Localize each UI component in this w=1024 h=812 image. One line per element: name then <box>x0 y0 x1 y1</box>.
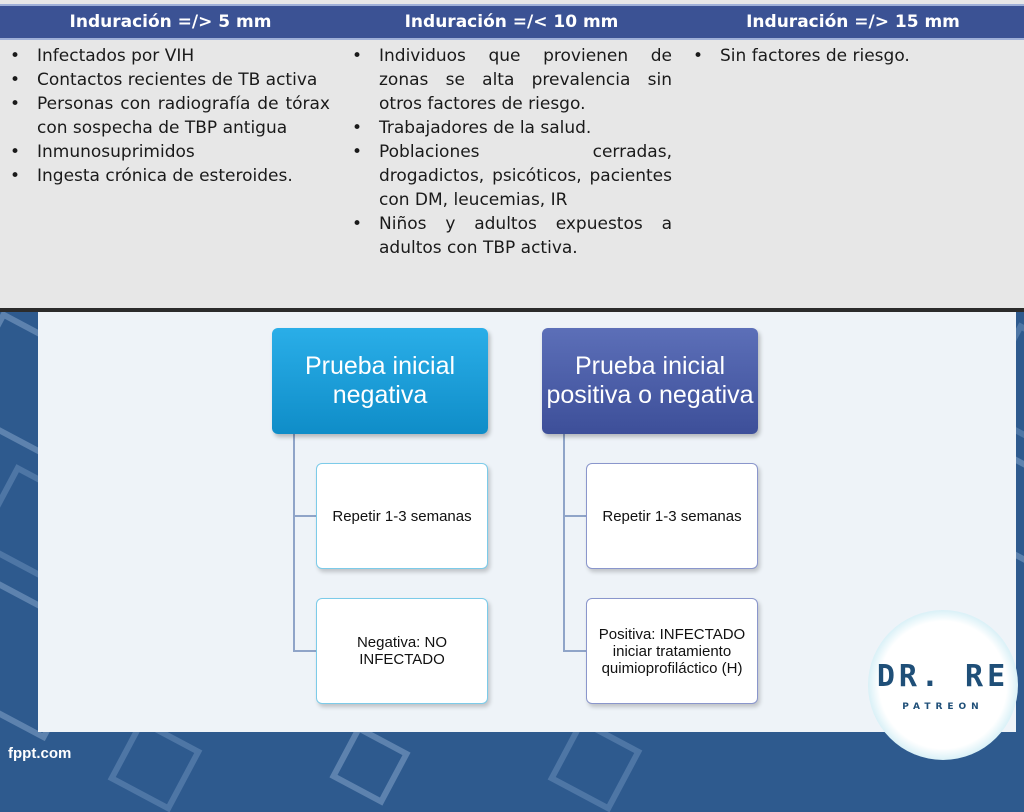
flow-head-positive-or-negative: Prueba inicial positiva o negativa <box>542 328 758 434</box>
list-item: • Sin factores de riesgo. <box>687 44 1013 68</box>
induration-table <box>0 0 1024 312</box>
logo-main-text: DR. RE <box>876 658 1010 694</box>
column-10mm <box>346 44 672 260</box>
connector-line <box>563 434 565 651</box>
list-item: • Poblaciones cerradas, drogadictos, psicóticos, pacientes con DM, leucemias, IR <box>346 140 672 212</box>
connector-line <box>293 434 295 651</box>
list-item: • Contactos recientes de TB activa <box>4 68 330 92</box>
list-item: • Individuos que provienen de zonas se alta prevalencia sin otros factores de riesgo. <box>346 44 672 116</box>
flow-right-infected: Positiva: INFECTADO iniciar tratamiento quimioprofiláctico (H) <box>586 598 758 704</box>
flow-head-negative: Prueba inicial negativa <box>272 328 488 434</box>
footer-brand: fppt.com <box>8 745 72 762</box>
list-item: • Inmunosuprimidos <box>4 140 330 164</box>
flow-right-repeat: Repetir 1-3 semanas <box>586 463 758 569</box>
logo-sub-text: PATREON <box>902 701 984 712</box>
list-item: • Ingesta crónica de esteroides. <box>4 164 330 188</box>
column-5mm <box>4 44 330 188</box>
header-15mm: Induración =/> 15 mm <box>746 12 960 32</box>
flow-left-repeat: Repetir 1-3 semanas <box>316 463 488 569</box>
connector-line <box>293 650 316 652</box>
list-item: • Personas con radiografía de tórax con sospecha de TBP antigua <box>4 92 330 140</box>
header-5mm: Induración =/> 5 mm <box>69 12 272 32</box>
flow-left-not-infected: Negativa: NO INFECTADO <box>316 598 488 704</box>
column-15mm <box>687 44 1013 68</box>
background-square <box>329 724 410 805</box>
table-header <box>0 4 1024 40</box>
connector-line <box>293 515 316 517</box>
dr-re-logo <box>868 610 1018 760</box>
list-item: • Infectados por VIH <box>4 44 330 68</box>
list-item: • Niños y adultos expuestos a adultos con TBP activa. <box>346 212 672 260</box>
header-10mm: Induración =/< 10 mm <box>404 12 619 32</box>
connector-line <box>563 650 586 652</box>
list-item: • Trabajadores de la salud. <box>346 116 672 140</box>
connector-line <box>563 515 586 517</box>
